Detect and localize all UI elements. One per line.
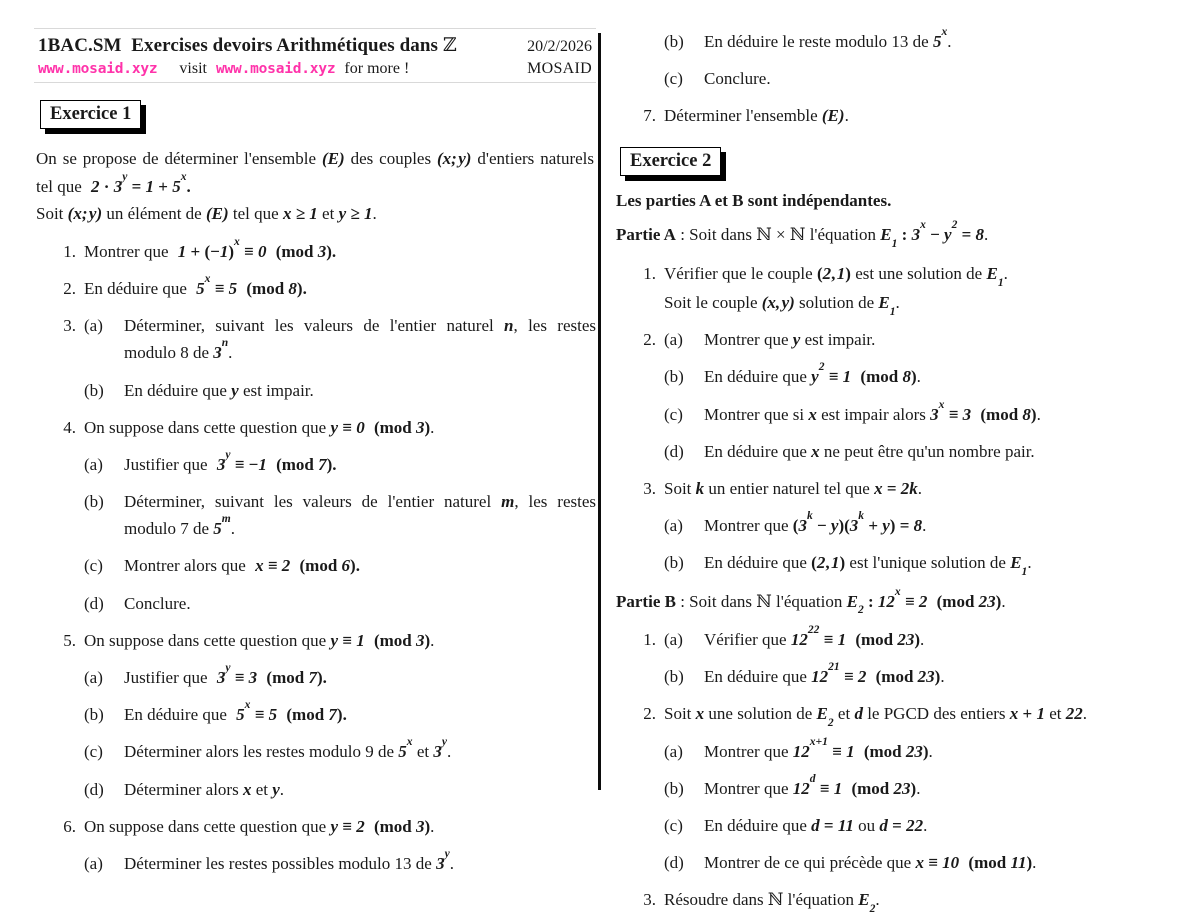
item-marker: 1. xyxy=(643,263,656,283)
sub-item-marker: (b) xyxy=(84,705,104,725)
sub-list xyxy=(664,509,1184,578)
sub-item-marker: (b) xyxy=(84,492,104,512)
item-marker: 1. xyxy=(643,630,656,650)
sub-item-marker: (c) xyxy=(84,556,103,576)
exercise-1-badge xyxy=(40,100,141,129)
partie-a-label: Partie A xyxy=(616,225,676,245)
sub-item-marker: (c) xyxy=(664,404,683,424)
sub-item-marker: (a) xyxy=(84,454,103,474)
sub-list-item: (c) Montrer alors que x ≡ 2 (mod 6). xyxy=(84,552,596,579)
right-column xyxy=(614,0,1184,915)
list-item: 6. On suppose dans cette question que y ≡ 2 (mod 3). (a) Déterminer les restes possibles modulo 13 de 3$^y$. xyxy=(34,813,596,877)
list-item: 7. Déterminer l'ensemble (E). xyxy=(614,102,1184,129)
header-title: 1BAC.SM Exercises devoirs Arithmétiques dans ℤ xyxy=(38,34,457,56)
sub-item-marker: (a) xyxy=(664,741,683,761)
item-marker: 2. xyxy=(643,704,656,724)
partie-b-list xyxy=(614,623,1184,915)
site-url-left[interactable]: www.mosaid.xyz xyxy=(38,61,158,77)
sub-item-marker: (a) xyxy=(84,668,103,688)
sub-item-text: Conclure. xyxy=(704,69,771,89)
sub-list-item: (b) En déduire que $12^{21} \equiv 2$ (mod 23). xyxy=(664,663,1184,690)
sub-list xyxy=(664,25,1184,92)
sub-item-text: Conclure. xyxy=(124,593,191,613)
header-rule-bottom xyxy=(34,82,596,83)
sub-item-marker: (a) xyxy=(664,630,683,650)
list-item xyxy=(614,25,1184,92)
sub-list-item: (a) Justifier que $3^y \equiv 3$ (mod 7). xyxy=(84,664,596,691)
sub-list-item: (d) Montrer de ce qui précède que x ≡ 10 (mod 11). xyxy=(664,849,1184,876)
item-marker: 5. xyxy=(63,630,76,650)
sub-list-item: (d) Déterminer alors x et y. xyxy=(84,776,596,803)
sub-item-marker: (c) xyxy=(84,742,103,762)
exercise-1-list xyxy=(34,234,596,877)
exercise-1-continued-list xyxy=(614,25,1184,130)
sub-list-item: (b) En déduire le reste modulo 13 de 5$^x$. xyxy=(664,28,1184,55)
item-marker: 6. xyxy=(63,816,76,836)
list-item: 5. On suppose dans cette question que y ≡ 1 (mod 3). (a) Justifier que $3^y \equiv 3$ (mod 7). (b) En déduire que $5^x \equiv 5$ (mod 7). (c) Déterminer alors les restes modulo 9 de 5$^x$ et 3$^y$. (d) Déterminer alors x et y. xyxy=(34,627,596,803)
sub-item-marker: (a) xyxy=(84,316,103,336)
sub-item-marker: (c) xyxy=(664,69,683,89)
exercise-1-intro-line-1: On se propose de déterminer l'ensemble (E) des couples (x; y) d'entiers naturels tel que $2 \cdot 3^y = 1 + 5^x$. xyxy=(36,149,595,196)
sub-list-item: (b) En déduire que (2, 1) est l'unique solution de $E_1$. xyxy=(664,549,1184,576)
item-marker: 3. xyxy=(643,478,656,498)
sub-item-marker: (d) xyxy=(664,853,684,873)
sub-list xyxy=(664,623,1184,690)
exercise-1-badge-label: Exercice 1 xyxy=(40,100,141,129)
list-item xyxy=(614,326,1184,465)
sub-list-item: (a) Montrer que $12^{x+1} \equiv 1$ (mod 23). xyxy=(664,738,1184,765)
sub-list xyxy=(84,661,596,803)
sub-list-item: (b) Montrer que $12^d \equiv 1$ (mod 23). xyxy=(664,775,1184,802)
sub-list xyxy=(664,326,1184,465)
integers-symbol: ℤ xyxy=(442,34,457,56)
sub-list xyxy=(84,447,596,617)
item-marker: 7. xyxy=(643,106,656,126)
sub-item-marker: (b) xyxy=(664,667,684,687)
list-item: 3. Soit k un entier naturel tel que x = 2k. (a) Montrer que $(3^k - y)(3^k + y) = 8$. (b) En déduire que (2, 1) est l'unique solution de $E_1$. xyxy=(614,475,1184,577)
sub-list-item: (a) Déterminer, suivant les valeurs de l'entier naturel n, les restes modulo 8 de 3$^n$. xyxy=(84,312,596,366)
item-marker: 1. xyxy=(63,241,76,261)
item-marker: 3. xyxy=(63,316,76,336)
visit-label: visit xyxy=(179,60,207,77)
list-item xyxy=(614,623,1184,690)
sub-list-item xyxy=(84,590,596,617)
sub-item-marker: (b) xyxy=(664,32,684,51)
sub-list-item: (a) Montrer que $(3^k - y)(3^k + y) = 8$. xyxy=(664,512,1184,539)
list-item: 3. Résoudre dans ℕ l'équation $E_2$. xyxy=(614,886,1184,914)
sub-item-marker: (d) xyxy=(664,441,684,461)
column-divider xyxy=(598,33,601,790)
sub-item-marker: (c) xyxy=(664,815,683,835)
header-row-title xyxy=(34,29,596,59)
sub-list-item: (b) En déduire que $y^2 \equiv 1$ (mod 8). xyxy=(664,363,1184,390)
exercise-2-lead: Les parties A et B sont indépendantes. xyxy=(616,190,892,210)
item-marker: 2. xyxy=(643,330,656,350)
sub-item-marker: (a) xyxy=(664,330,683,350)
sub-list-item: (a) Montrer que y est impair. xyxy=(664,326,1184,353)
sub-list-item: (b) En déduire que y est impair. xyxy=(84,377,596,404)
sub-list xyxy=(664,734,1184,877)
list-item: 1. Montrer que $1 + (-1)^x \equiv 0$ (mod 3). xyxy=(34,238,596,265)
sub-list-item: (c) Montrer que si x est impair alors $3^x \equiv 3$ (mod 8). xyxy=(664,401,1184,428)
item-marker: 4. xyxy=(63,417,76,437)
sub-list-item: (a) Justifier que $3^y \equiv -1$ (mod 7). xyxy=(84,451,596,478)
item-marker: 3. xyxy=(643,890,656,910)
item-marker: 2. xyxy=(63,278,76,298)
exercise-2-badge-label: Exercice 2 xyxy=(620,147,721,176)
list-item: 2. Soit x une solution de $E_2$ et d le PGCD des entiers x + 1 et 22. (a) Montrer que $12^{x+1} \equiv 1$ (mod 23). (b) Montrer que $12^d \equiv 1$ (mod 23). (c) En déduire que d = 11 ou d = 22. (d) Montrer de ce qui précède que x ≡ 10 (mod 11). xyxy=(614,700,1184,876)
partie-a-list xyxy=(614,260,1184,577)
sub-list-item: (b) En déduire que $5^x \equiv 5$ (mod 7). xyxy=(84,701,596,728)
sub-item-marker: (b) xyxy=(664,367,684,387)
sub-item-marker: (b) xyxy=(84,380,104,400)
partie-b-heading: Partie B : Soit dans ℕ l'équation $E_2$ : $12^x \equiv 2$ (mod 23). xyxy=(616,584,1006,617)
sub-list-item: (a) Déterminer les restes possibles modulo 13 de 3$^y$. xyxy=(84,850,596,877)
sub-item-marker: (a) xyxy=(664,516,683,536)
sub-list xyxy=(84,312,596,404)
partie-b-label: Partie B xyxy=(616,591,676,611)
list-item: 2. En déduire que $5^x \equiv 5$ (mod 8). xyxy=(34,275,596,302)
sub-item-marker: (a) xyxy=(84,853,103,873)
sub-list-item: (d) En déduire que x ne peut être qu'un nombre pair. xyxy=(664,438,1184,465)
header-date: 20/2/2026 xyxy=(527,38,592,55)
partie-a-heading: Partie A : Soit dans ℕ × ℕ l'équation $E_1$ : $3^x - y^2 = 8$. xyxy=(616,218,989,250)
exercise-2-badge xyxy=(620,147,721,176)
continuation-line: Soit le couple (x, y) solution de $E_1$. xyxy=(664,293,900,318)
sub-item-marker: (d) xyxy=(84,593,104,613)
sub-list-item: (c) En déduire que d = 11 ou d = 22. xyxy=(664,812,1184,839)
sub-item-marker: (b) xyxy=(664,778,684,798)
for-more-label: for more ! xyxy=(344,60,410,77)
exercise-1-intro-line-2: Soit (x; y) un élément de (E) tel que x ≥ 1 et y ≥ 1. xyxy=(36,204,377,224)
list-item xyxy=(34,312,596,404)
site-url-right[interactable]: www.mosaid.xyz xyxy=(215,61,336,77)
sub-list xyxy=(84,847,596,877)
sub-list-item: (c) Déterminer alors les restes modulo 9 de 5$^x$ et 3$^y$. xyxy=(84,738,596,765)
sub-item-marker: (d) xyxy=(84,779,104,799)
brand-label: MOSAID xyxy=(527,60,592,77)
header-row-links xyxy=(34,59,596,82)
sub-list-item xyxy=(664,65,1184,92)
left-column xyxy=(34,0,596,877)
list-item: 4. On suppose dans cette question que y ≡ 0 (mod 3). (a) Justifier que $3^y \equiv -1$ (mod 7). (b) Déterminer, suivant les valeurs de l'entier naturel m, les restes modulo 7 de 5$^m$. (c) Montrer alors que x ≡ 2 (mod 6). (d) Conclure. xyxy=(34,414,596,617)
sub-list-item: (b) Déterminer, suivant les valeurs de l'entier naturel m, les restes modulo 7 de 5$^m$. xyxy=(84,488,596,542)
sub-list-item: (a) Vérifier que $12^{22} \equiv 1$ (mod 23). xyxy=(664,626,1184,653)
sub-item-marker: (b) xyxy=(664,553,684,573)
list-item: 1. Vérifier que le couple (2, 1) est une solution de $E_1$. Soit le couple (x, y) solution de $E_1$. xyxy=(614,260,1184,316)
